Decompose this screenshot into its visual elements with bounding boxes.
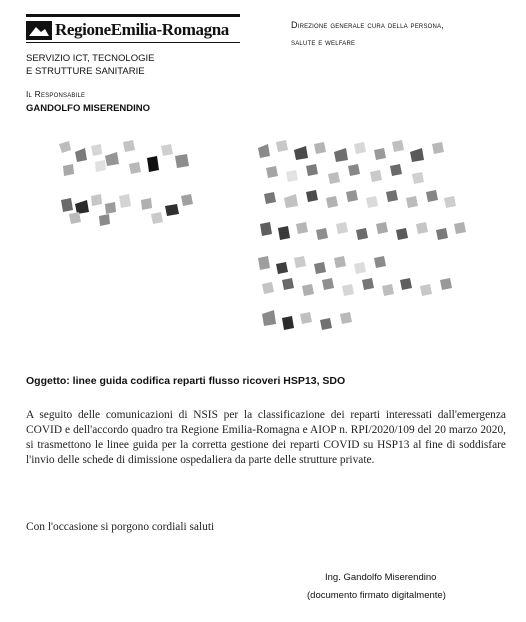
closing-greeting: Con l'occasione si porgono cordiali saluti <box>26 521 215 533</box>
department-line: SERVIZIO ICT, TECNOLOGIE <box>26 53 155 64</box>
signer-name: Ing. Gandolfo Miserendino <box>325 572 437 583</box>
logo-text: RegioneEmilia-Romagna <box>55 20 229 39</box>
logo-top-rule <box>26 14 240 17</box>
region-emblem-icon <box>26 21 52 40</box>
redacted-area-left <box>55 138 205 228</box>
direction-block <box>291 17 444 51</box>
redacted-area-right <box>250 138 480 338</box>
redaction-mosaic <box>55 138 205 228</box>
body-paragraph: A seguito delle comunicazioni di NSIS per la classificazione dei reparti interessati dall'emergenza COVID e dell'accordo quadro tra Regione Emilia-Romagna e AIOP n. RPI/2020/109 del 20 marzo 2020, si trasmettono le linee guida per la corretta gestione dei reparti COVID su HSP13 al fine di soddisfare l'invio delle schede di dimissione ospedaliera da parte delle strutture private. <box>26 409 506 466</box>
region-logo <box>26 14 240 44</box>
direction-line: Direzione generale cura della persona, <box>291 20 444 30</box>
department-block <box>26 52 154 78</box>
redaction-mosaic <box>250 138 480 338</box>
logo-bottom-rule <box>26 42 240 43</box>
responsible-name: GANDOLFO MISERENDINO <box>26 103 151 114</box>
subject-line: Oggetto: linee guida codifica reparti flusso ricoveri HSP13, SDO <box>26 375 346 387</box>
digital-signature-note: (documento firmato digitalmente) <box>307 590 446 601</box>
department-line: E STRUTTURE SANITARIE <box>26 66 145 77</box>
responsible-label: Il Responsabile <box>26 89 86 99</box>
direction-line: salute e welfare <box>291 37 356 47</box>
